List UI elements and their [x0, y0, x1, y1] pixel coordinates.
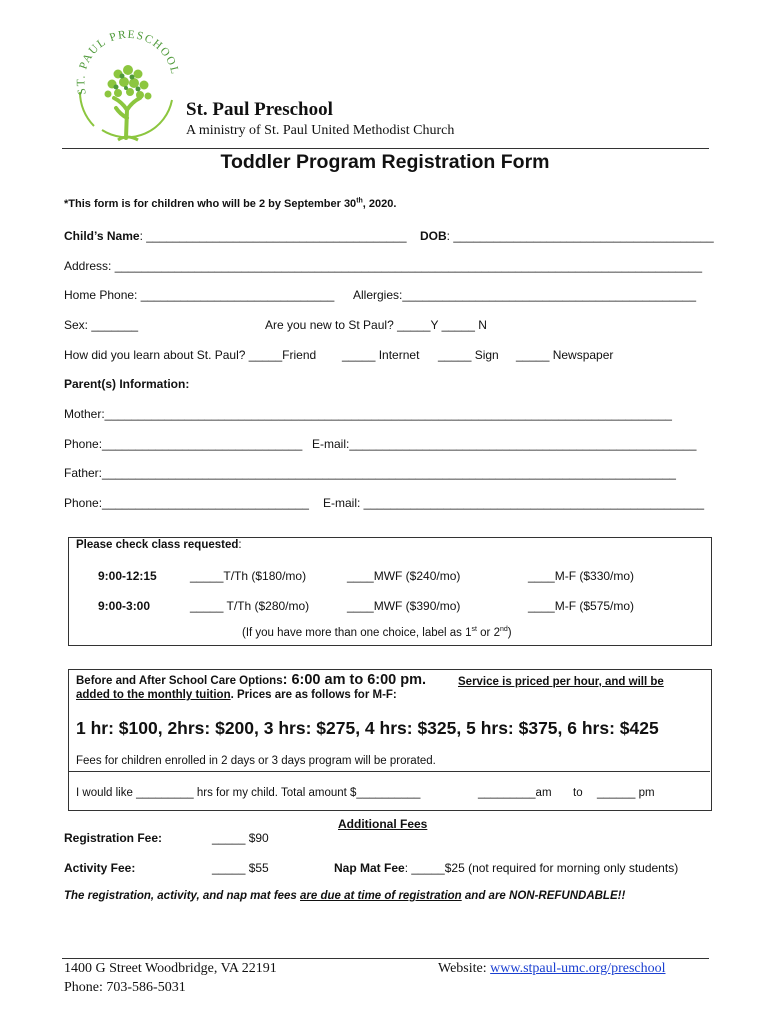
- class-choice-note-text: (If you have more than one choice, label as 1: [242, 627, 472, 639]
- registration-fee-field[interactable]: _____ $90: [212, 831, 269, 845]
- care-options-label: Before and After School Care Options: [76, 675, 283, 687]
- prorate-note: Fees for children enrolled in 2 days or 3 days program will be prorated.: [76, 755, 436, 767]
- class-choice-note: [242, 627, 512, 639]
- home-phone-field[interactable]: Home Phone: _____________________________: [64, 288, 335, 302]
- class-request-heading: [76, 539, 242, 551]
- class-option-mwf-2[interactable]: ____MWF ($390/mo): [347, 599, 461, 613]
- footer-website-label: Website:: [438, 961, 491, 976]
- child-name-line[interactable]: : _______________________________________: [139, 229, 407, 243]
- class-choice-note-close: ): [507, 627, 512, 639]
- class-option-tth-1[interactable]: _____T/Th ($180/mo): [190, 569, 307, 583]
- footer-website: [438, 961, 666, 977]
- to-label: to: [573, 787, 583, 799]
- class-time-2: 9:00-3:00: [98, 599, 151, 613]
- nap-mat-fee[interactable]: [334, 861, 678, 875]
- mother-email-field[interactable]: E-mail:____________________________________________________: [312, 437, 697, 451]
- sex-field[interactable]: Sex: _______: [64, 318, 139, 332]
- care-options-line1: [76, 672, 426, 688]
- header-divider: [62, 148, 709, 149]
- eligibility-note-text: *This form is for children who will be 2 by September 30: [64, 198, 357, 210]
- hours-request-field[interactable]: I would like _________ hrs for my child. Total amount $__________: [76, 787, 421, 799]
- eligibility-note-sup: th: [356, 197, 363, 205]
- class-choice-note-sup1: st: [471, 626, 477, 634]
- page-title: Toddler Program Registration Form: [220, 151, 550, 173]
- mother-field[interactable]: Mother:_____________________________________________________________________________________: [64, 407, 672, 421]
- class-option-mf-1[interactable]: ____M-F ($330/mo): [528, 569, 635, 583]
- learn-about-question[interactable]: How did you learn about St. Paul? _____Friend: [64, 348, 317, 362]
- care-options-hours: : 6:00 am to 6:00 pm.: [282, 672, 427, 688]
- footer-phone: Phone: 703-586-5031: [64, 980, 186, 995]
- class-request-heading-text: Please check class requested: [76, 539, 239, 551]
- fees-due-suffix: and are NON-REFUNDABLE!!: [461, 890, 626, 902]
- learn-option-internet[interactable]: _____ Internet: [342, 348, 420, 362]
- care-options-line2: [76, 689, 397, 701]
- class-option-tth-2[interactable]: _____ T/Th ($280/mo): [190, 599, 310, 613]
- care-prices: 1 hr: $100, 2hrs: $200, 3 hrs: $275, 4 hrs: $325, 5 hrs: $375, 6 hrs: $425: [76, 718, 659, 738]
- parents-heading: Parent(s) Information:: [64, 377, 190, 391]
- eligibility-note-year: , 2020.: [362, 198, 397, 210]
- fees-due-note: [64, 890, 625, 902]
- child-name-label: Child’s Name: [64, 229, 140, 243]
- fees-due-underlined: are due at time of registration: [300, 890, 462, 902]
- logo-arc-text: ST. PAUL PRESCHOOL: [75, 30, 181, 96]
- fees-due-prefix: The registration, activity, and nap mat fees: [64, 890, 301, 902]
- dob-field[interactable]: [420, 229, 714, 243]
- learn-option-newspaper[interactable]: _____ Newspaper: [516, 348, 614, 362]
- father-field[interactable]: Father:______________________________________________________________________________________: [64, 466, 676, 480]
- org-name: St. Paul Preschool: [186, 99, 333, 120]
- registration-fee-label: Registration Fee:: [64, 831, 163, 845]
- eligibility-note: [64, 198, 396, 210]
- class-choice-note-sup2: nd: [499, 626, 508, 634]
- pm-field[interactable]: ______ pm: [597, 787, 655, 799]
- father-email-field[interactable]: E-mail: ___________________________________________________: [323, 496, 705, 510]
- father-phone-field[interactable]: Phone:_______________________________: [64, 496, 309, 510]
- org-subtitle: A ministry of St. Paul United Methodist Church: [186, 123, 455, 138]
- care-service-note-1: Service is priced per hour, and will be: [458, 676, 664, 688]
- class-request-heading-colon: :: [238, 539, 242, 551]
- class-option-mf-2[interactable]: ____M-F ($575/mo): [528, 599, 635, 613]
- address-field[interactable]: Address: ________________________________________________________________________________________: [64, 259, 702, 273]
- svg-text:ST. PAUL PRESCHOOL: [75, 30, 181, 96]
- additional-fees-heading: Additional Fees: [338, 817, 428, 831]
- website-link[interactable]: www.stpaul-umc.org/preschool: [490, 961, 666, 976]
- care-box-divider: [69, 771, 710, 772]
- allergies-field[interactable]: Allergies:____________________________________________: [353, 288, 697, 302]
- footer-divider: [62, 958, 709, 959]
- child-name-field[interactable]: [64, 229, 407, 243]
- class-choice-note-or: or 2: [476, 627, 500, 639]
- nap-mat-fee-label: Nap Mat Fee: [334, 861, 405, 875]
- learn-option-sign[interactable]: _____ Sign: [438, 348, 499, 362]
- nap-mat-fee-field[interactable]: : _____$25 (not required for morning only students): [404, 861, 679, 875]
- care-prices-intro: . Prices are as follows for M-F:: [230, 689, 397, 701]
- dob-line[interactable]: : _______________________________________: [446, 229, 714, 243]
- new-to-st-paul-field[interactable]: Are you new to St Paul? _____Y _____ N: [265, 318, 487, 332]
- mother-phone-field[interactable]: Phone:______________________________: [64, 437, 303, 451]
- preschool-logo: [72, 30, 184, 146]
- care-service-note-2: added to the monthly tuition: [76, 689, 231, 701]
- class-option-mwf-1[interactable]: ____MWF ($240/mo): [347, 569, 461, 583]
- am-field[interactable]: _________am: [478, 787, 552, 799]
- activity-fee-field[interactable]: _____ $55: [212, 861, 269, 875]
- class-time-1: 9:00-12:15: [98, 569, 157, 583]
- dob-label: DOB: [420, 229, 447, 243]
- footer-address: 1400 G Street Woodbridge, VA 22191: [64, 961, 277, 976]
- activity-fee-label: Activity Fee:: [64, 861, 136, 875]
